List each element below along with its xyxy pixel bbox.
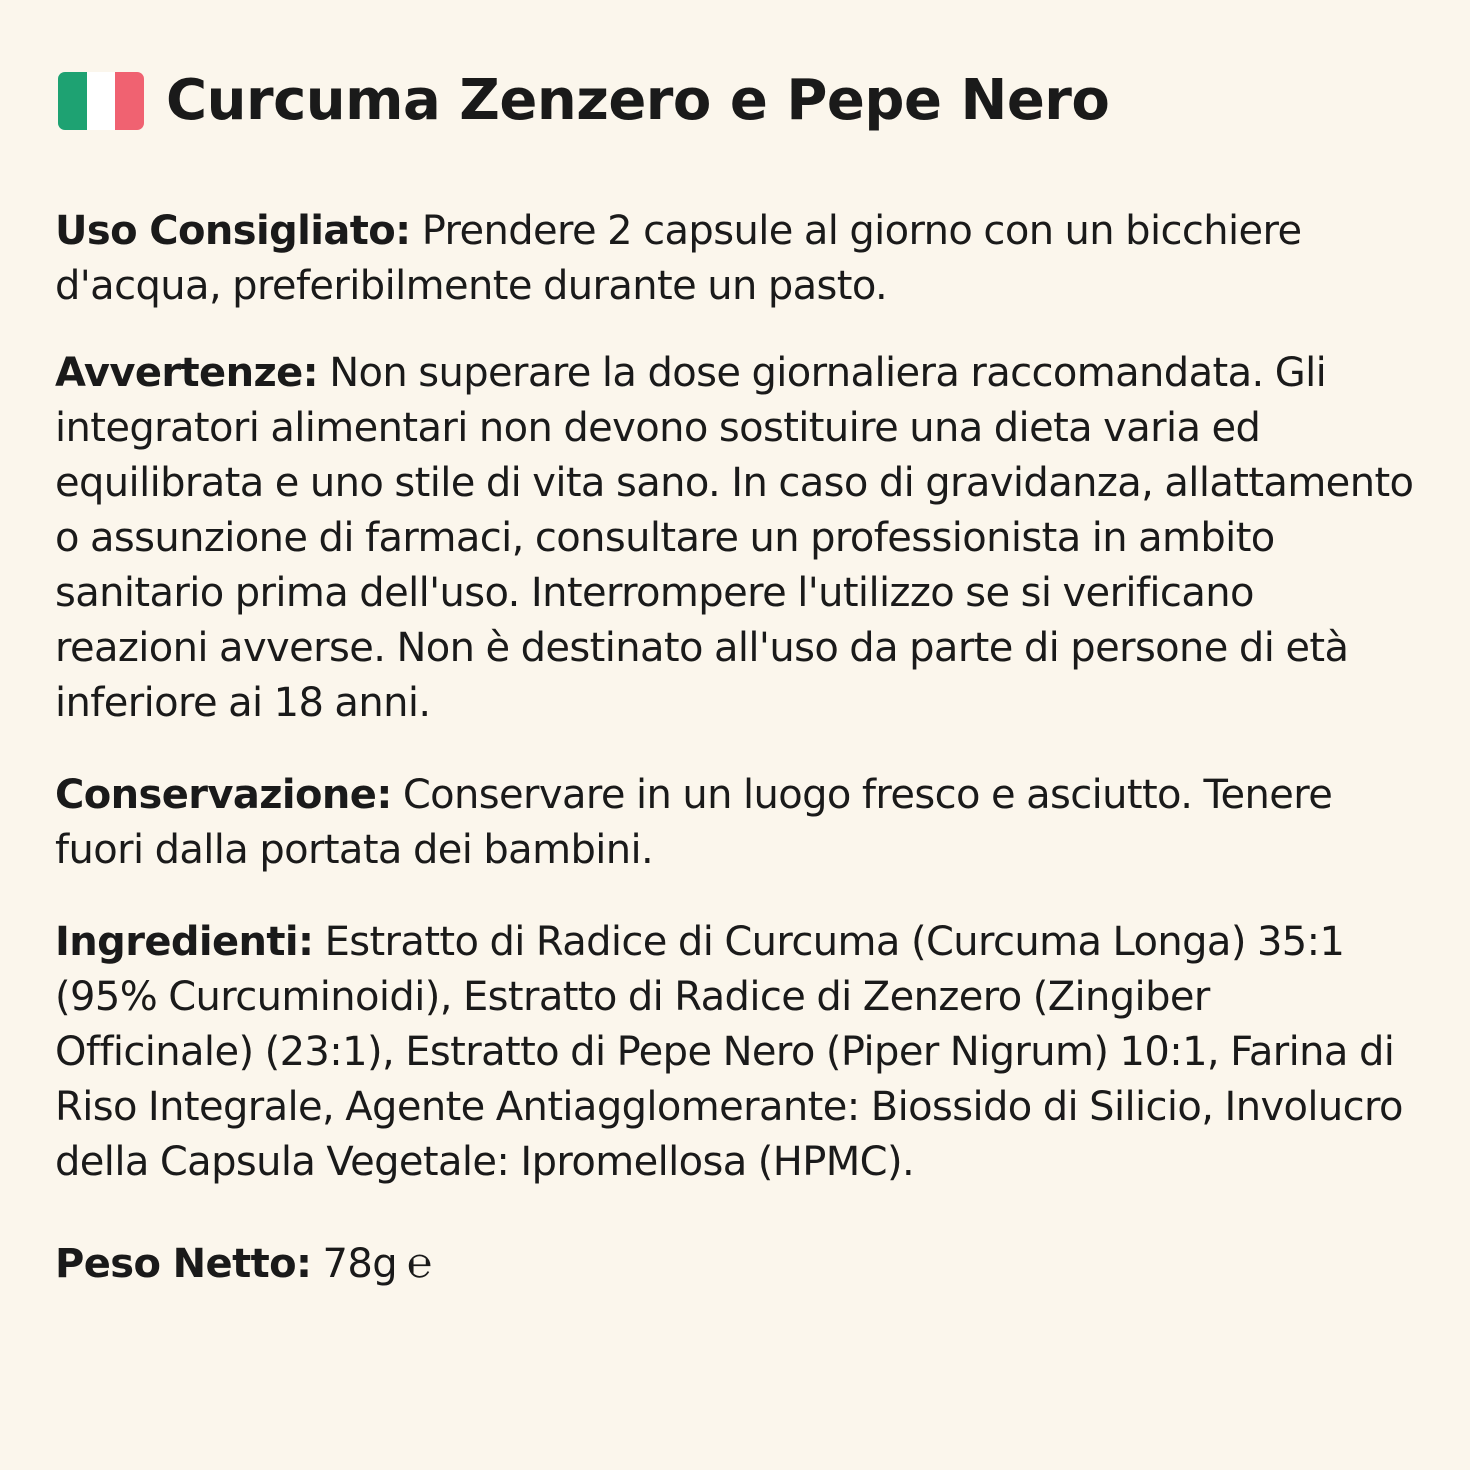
- italian-flag-icon: [58, 72, 144, 130]
- header: [58, 66, 1415, 136]
- warnings-section: [55, 346, 1415, 731]
- estimated-sign-icon: ℮: [407, 1238, 432, 1287]
- ingredients-text: Estratto di Radice di Curcuma (Curcuma Longa) 35:1 (95% Curcuminoidi), Estratto di Radice di Zenzero (Zingiber Officinale) (23:1), Estratto di Pepe Nero (Piper Nigrum) 10:1, Farina di Riso Integrale, Agente Antiagglomerante: Biossido di Silicio, Involucro della Capsula Vegetale: Ipromellosa (HPMC).: [55, 919, 1403, 1185]
- page-title: Curcuma Zenzero e Pepe Nero: [166, 68, 1110, 133]
- storage-label: Conservazione:: [55, 772, 392, 818]
- storage-text: Conservare in un luogo fresco e asciutto. Tenere fuori dalla portata dei bambini.: [55, 772, 1333, 873]
- usage-section: [55, 204, 1415, 314]
- ingredients-label: Ingredienti:: [55, 919, 314, 965]
- ingredients-section: [55, 915, 1415, 1190]
- flag-stripe-red: [115, 72, 144, 130]
- usage-label: Uso Consigliato:: [55, 208, 411, 254]
- usage-text: Prendere 2 capsule al giorno con un bicchiere d'acqua, preferibilmente durante un pasto.: [55, 208, 1302, 309]
- net-weight-section: [55, 1237, 1415, 1292]
- flag-stripe-white: [87, 72, 116, 130]
- warnings-text: Non superare la dose giornaliera raccomandata. Gli integratori alimentari non devono sostituire una dieta varia ed equilibrata e uno stile di vita sano. In caso di gravidanza, allattamento o assunzione di farmaci, consultare un professionista in ambito sanitario prima dell'uso. Interrompere l'utilizzo se si verificano reazioni avverse. Non è destinato all'uso da parte di persone di età inferiore ai 18 anni.: [55, 350, 1414, 726]
- net-weight-label: Peso Netto:: [55, 1241, 312, 1287]
- warnings-label: Avvertenze:: [55, 350, 319, 396]
- flag-stripe-green: [58, 72, 87, 130]
- storage-section: [55, 768, 1415, 878]
- net-weight-value: 78g: [322, 1241, 398, 1287]
- product-info-panel: [55, 66, 1415, 1292]
